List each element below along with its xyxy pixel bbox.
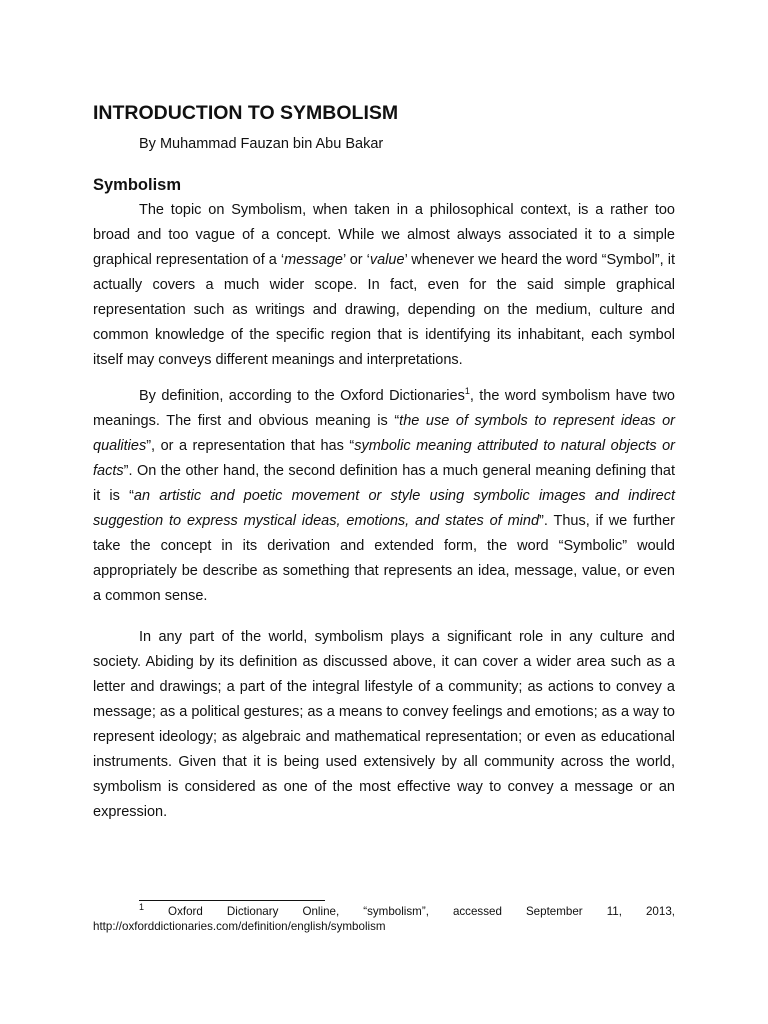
- paragraph-2-text-a: By definition, according to the Oxford Dictionaries: [139, 388, 465, 404]
- paragraph-1-text-c: ’ whenever we heard the word “Symbol”, it actually covers a much wider scope. In fact, even for the said simple graphical representation such as writings and drawing, depending on the medium, culture and common knowledge of the specific region that is identifying its inhabitant, each symbol itself may conveys different meanings and interpretations.: [93, 252, 675, 368]
- paragraph-2-text-b: , the word symbolism have two meanings. The first and obvious meaning is “: [93, 388, 675, 429]
- paragraph-1-italic-value: value: [369, 252, 405, 268]
- author-byline: By Muhammad Fauzan bin Abu Bakar: [139, 136, 384, 152]
- paragraph-2-italic-definition-1b: symbolic meaning attributed to natural objects or facts: [93, 438, 675, 479]
- footnote: [93, 904, 675, 934]
- paragraph-2-text-d: ”. On the other hand, the second definition has a much general meaning defining that it is “: [93, 463, 675, 504]
- paragraph-1-text-b: ’ or ‘: [342, 252, 370, 268]
- section-heading: Symbolism: [93, 176, 182, 194]
- footnote-reference: 1: [464, 386, 470, 397]
- paragraph-3: In any part of the world, symbolism plays a significant role in any culture and society. Abiding by its definition as discussed above, it can cover a wider area such as a letter and drawings; a part of the integral lifestyle of a community; as actions to convey a message; as a political gestures; as a means to convey feelings and emotions; as a way to represent ideology; as algebraic and mathematical representation; or even as educational instruments. Given that it is being used extensively by all community across the world, symbolism is considered as one of the most effective way to convey a message or an expression.: [93, 629, 675, 820]
- paragraph-2-text-c: ”, or a representation that has “: [146, 438, 355, 454]
- paragraph-2-text-e: ”. Thus, if we further take the concept in its derivation and extended form, the word “Symbolic” would appropriately be describe as something that represents an idea, message, value, or even a common sense.: [93, 513, 676, 604]
- footnote-mark: 1: [139, 902, 145, 913]
- document-title: INTRODUCTION TO SYMBOLISM: [93, 102, 399, 124]
- paragraph-2-italic-definition-1: the use of symbols to represent ideas or qualities: [93, 413, 675, 454]
- footnote-text: Oxford Dictionary Online, “symbolism”, accessed September 11, 2013, http://oxforddictionaries.com/definition/english/symbolism: [93, 905, 675, 933]
- paragraph-1: [93, 198, 675, 373]
- paragraph-2: [93, 384, 675, 609]
- footnote-divider: [139, 900, 325, 901]
- paragraph-1-italic-message: message: [284, 252, 343, 268]
- paragraph-1-text-a: The topic on Symbolism, when taken in a philosophical context, is a rather too broad and too vague of a concept. While we almost always associated it to a simple graphical representation of a ‘: [93, 202, 675, 268]
- paragraph-2-italic-definition-2: an artistic and poetic movement or style using symbolic images and indirect suggestion to express mystical ideas, emotions, and states of mind: [93, 488, 675, 529]
